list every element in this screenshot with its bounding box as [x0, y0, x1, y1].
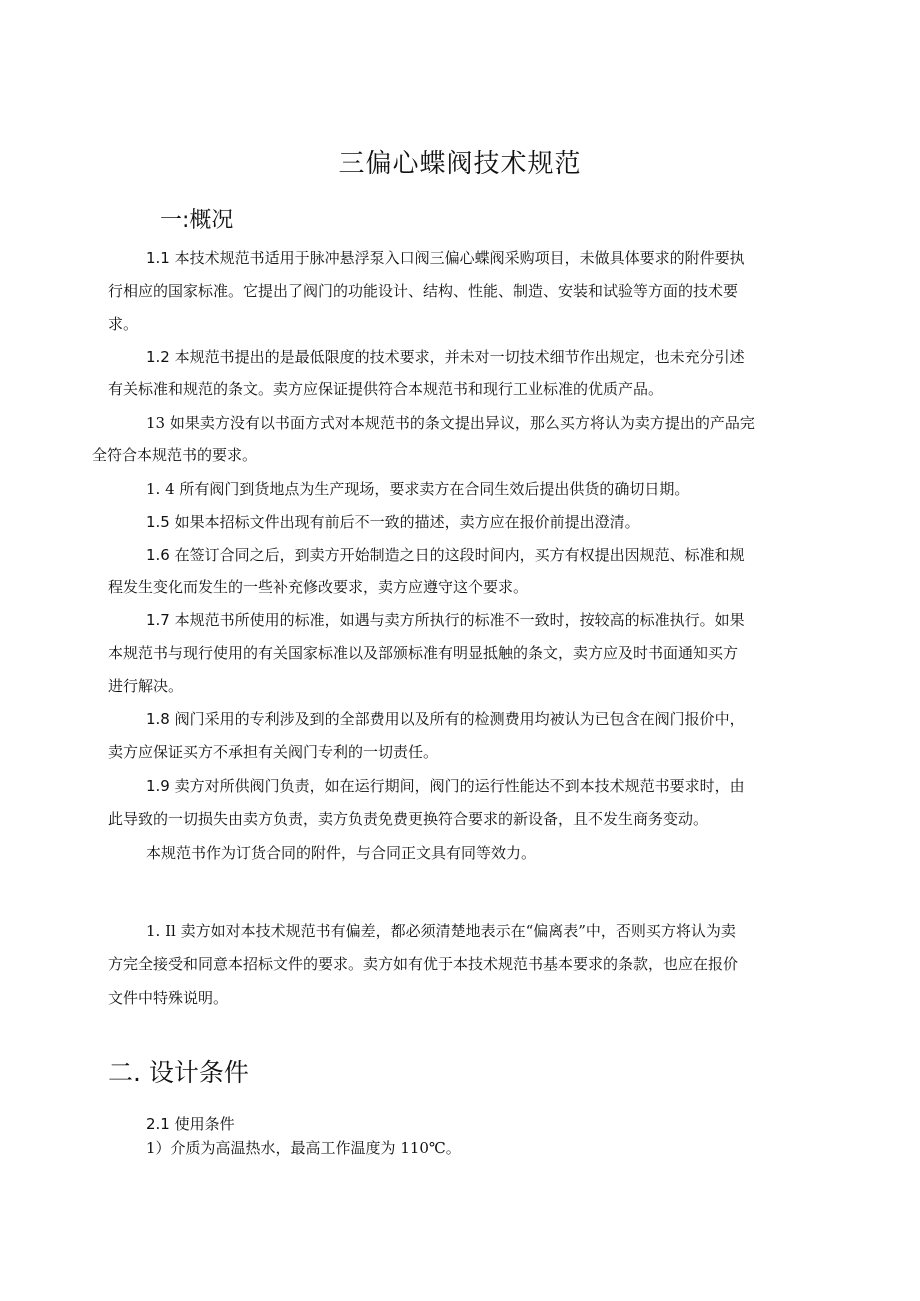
paragraph-number: 1.9	[146, 777, 170, 795]
paragraph-effect-line-1: 本规范书作为订货合同的附件，与合同正文具有同等效力。	[146, 844, 537, 862]
paragraph-1-1-line-3: 求。	[108, 315, 139, 333]
paragraph-1-8-line-2: 卖方应保证买方不承担有关阀门专利的一切责任。	[108, 743, 439, 761]
paragraph-1-7-line-1: 1.7 本规范书所使用的标准，如遇与卖方所执行的标准不一致时，按较高的标准执行。如果	[146, 611, 745, 629]
paragraph-1-11-line-3: 文件中特殊说明。	[108, 989, 229, 1007]
document-title: 三偏心蝶阀技术规范	[338, 149, 582, 179]
paragraph-1-2-line-2: 有关标准和规范的条文。卖方应保证提供符合本规范书和现行工业标准的优质产品。	[108, 380, 664, 398]
section-2-heading: 二. 设计条件	[108, 1058, 249, 1087]
paragraph-1-3-line-2: 全符合本规范书的要求。	[92, 446, 258, 464]
paragraph-1-2-line-1: 1.2 本规范书提出的是最低限度的技术要求，并未对一切技术细节作出规定，也未充分引述	[146, 348, 745, 366]
paragraph-number: 1.5	[146, 513, 170, 531]
paragraph-1-1-line-1: 1.1 本技术规范书适用于脉冲悬浮泵入口阀三偏心蝶阀采购项目，未做具体要求的附件要执	[146, 249, 745, 267]
paragraph-1-7-line-3: 进行解决。	[108, 677, 184, 695]
paragraph-number: 2.1	[146, 1115, 170, 1133]
paragraph-1-9-line-1: 1.9 卖方对所供阀门负责，如在运行期间，阀门的运行性能达不到本技术规范书要求时，由	[146, 777, 745, 795]
paragraph-1-6-line-2: 程发生变化而发生的一些补充修改要求，卖方应遵守这个要求。	[108, 578, 529, 596]
list-item-1: 1）介质为高温热水，最高工作温度为 110℃。	[146, 1139, 461, 1157]
paragraph-1-3-line-1: 13 如果卖方没有以书面方式对本规范书的条文提出异议，那么买方将认为卖方提出的产品完	[146, 414, 755, 432]
paragraph-number: 1.2	[146, 348, 170, 366]
paragraph-number: 1.6	[146, 546, 170, 564]
paragraph-1-1-line-2: 行相应的国家标准。它提出了阀门的功能设计、结构、性能、制造、安装和试验等方面的技术要	[108, 282, 739, 300]
paragraph-1-6-line-1: 1.6 在签订合同之后，到卖方开始制造之日的这段时间内，买方有权提出因规范、标准和规	[146, 546, 745, 564]
paragraph-number: 1.7	[146, 611, 170, 629]
paragraph-1-4-line-1: 1. 4 所有阀门到货地点为生产现场，要求卖方在合同生效后提出供货的确切日期。	[146, 480, 690, 498]
paragraph-1-11-line-1: 1. Il 卖方如对本技术规范书有偏差，都必须清楚地表示在“偏离表”中，否则买方将认为卖	[146, 922, 736, 940]
paragraph-1-11-line-2: 方完全接受和同意本招标文件的要求。卖方如有优于本技术规范书基本要求的条款，也应在报价	[108, 955, 739, 973]
paragraph-number: 1.8	[146, 710, 170, 728]
paragraph-1-9-line-2: 此导致的一切损失由卖方负责，卖方负责免费更换符合要求的新设备，且不发生商务变动。	[108, 810, 709, 828]
subsection-2-1: 2.1 使用条件	[146, 1115, 235, 1133]
section-1-heading: 一:概况	[160, 208, 234, 233]
paragraph-1-7-line-2: 本规范书与现行使用的有关国家标准以及部颁标准有明显抵触的条文，卖方应及时书面通知买方	[108, 644, 739, 662]
paragraph-1-8-line-1: 1.8 阀门采用的专利涉及到的全部费用以及所有的检测费用均被认为已包含在阀门报价中，	[146, 710, 745, 728]
paragraph-number: 1.1	[146, 249, 170, 267]
paragraph-1-5-line-1: 1.5 如果本招标文件出现有前后不一致的描述，卖方应在报价前提出澄清。	[146, 513, 640, 531]
